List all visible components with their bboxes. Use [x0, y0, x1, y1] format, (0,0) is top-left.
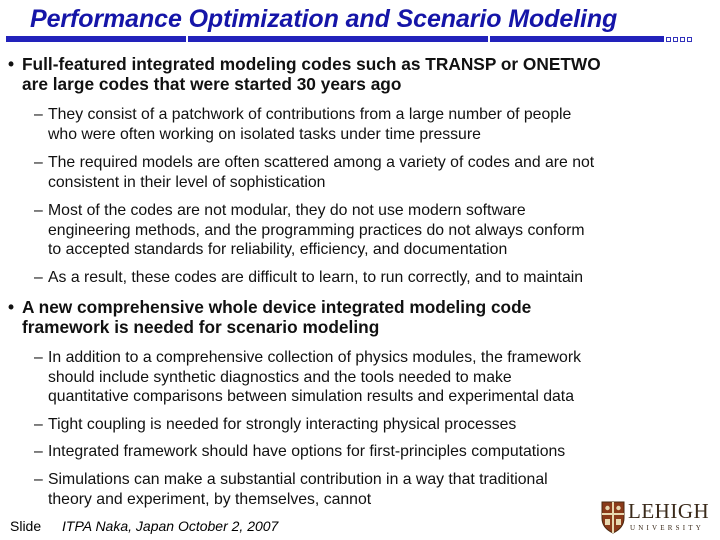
sub-bullet-line: They consist of a patchwork of contributions from a large number of people [48, 106, 572, 123]
sub-bullet-1-2 [34, 153, 714, 192]
sub-bullet-line: to accepted standards for reliability, efficiency, and documentation [48, 241, 508, 258]
dash-mark: – [34, 349, 43, 366]
sub-bullet-line: should include synthetic diagnostics and the tools needed to make [48, 368, 512, 386]
sub-bullet-line: The required models are often scattered among a variety of codes and are not [48, 154, 595, 171]
sub-bullet-line: As a result, these codes are difficult to learn, to run correctly, and to maintain [48, 269, 584, 286]
sub-bullet-1-4 [34, 268, 714, 288]
dash-mark: – [34, 154, 43, 171]
bullet-1 [8, 54, 708, 94]
sub-bullet-line: quantitative comparisons between simulation results and experimental data [48, 388, 574, 405]
bullet-mark: • [8, 297, 15, 317]
sub-bullet-line: engineering methods, and the programming practices do not always conform [48, 221, 585, 239]
dash-mark: – [34, 202, 43, 219]
university-logo [598, 497, 716, 539]
sub-bullet-line: Integrated framework should have options for first-principles computations [48, 443, 566, 460]
sub-bullet-1-1 [34, 105, 714, 144]
sub-bullet-line: consistent in their level of sophistication [48, 173, 326, 191]
logo-subtitle: UNIVERSITY [630, 524, 704, 532]
bullet-1-line-2: are large codes that were started 30 years ago [22, 74, 402, 94]
sub-bullet-line: Most of the codes are not modular, they do not use modern software [48, 202, 526, 219]
dash-mark: – [34, 269, 43, 286]
sub-bullet-line: theory and experiment, by themselves, cannot [48, 490, 372, 508]
bullet-2-line-1: A new comprehensive whole device integrated modeling code [22, 297, 532, 317]
sub-bullet-line: Tight coupling is needed for strongly interacting physical processes [48, 416, 517, 433]
shield-icon [600, 500, 626, 534]
dash-mark: – [34, 471, 43, 488]
sub-bullet-2-3 [34, 442, 714, 462]
sub-bullet-1-3 [34, 201, 714, 260]
footer-event: ITPA Naka, Japan October 2, 2007 [62, 518, 279, 534]
sub-bullet-line: who were often working on isolated tasks under time pressure [48, 125, 481, 143]
footer-slide-label: Slide [10, 518, 42, 534]
sub-bullet-line: Simulations can make a substantial contribution in a way that traditional [48, 471, 548, 488]
bullet-1-line-1: Full-featured integrated modeling codes such as TRANSP or ONETWO [22, 54, 601, 74]
logo-name: LEHIGH [628, 499, 710, 523]
title-underline [6, 36, 664, 42]
slide-title: Performance Optimization and Scenario Modeling [30, 5, 618, 33]
dash-mark: – [34, 443, 43, 460]
sub-bullet-line: In addition to a comprehensive collection of physics modules, the framework [48, 349, 581, 366]
dash-mark: – [34, 416, 43, 433]
bullet-mark: • [8, 54, 15, 74]
bullet-2 [8, 297, 708, 337]
sub-bullet-2-1 [34, 348, 714, 407]
bullet-2-line-2: framework is needed for scenario modeling [22, 317, 380, 337]
dash-mark: – [34, 106, 43, 123]
title-underline-tail [666, 37, 692, 42]
sub-bullet-2-2 [34, 415, 714, 435]
